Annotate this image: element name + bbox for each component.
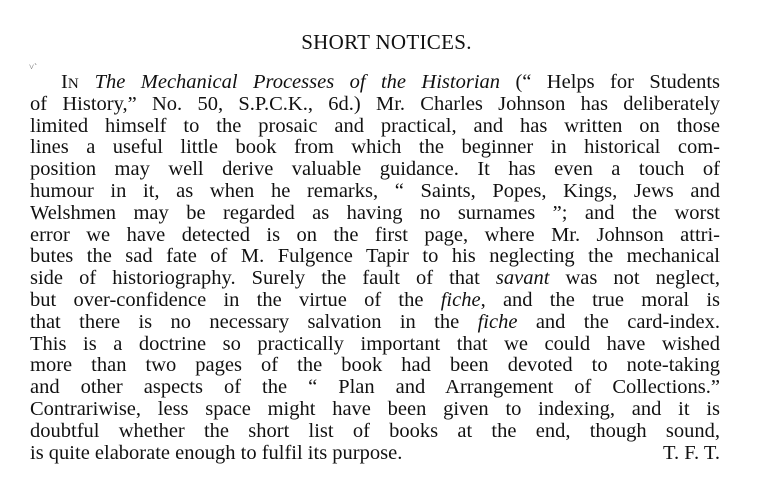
drop-initial: I (61, 71, 68, 93)
margin-mark: ˅ˋ (29, 62, 38, 72)
paragraph-line (30, 72, 720, 94)
text-run: but over-confidence in the virtue of the (30, 288, 441, 311)
text-run: was not neglect, (549, 267, 720, 290)
text-run: (“ Helps for Students (500, 71, 720, 93)
paragraph-line: more than two pages of the book had been devoted to note-taking (30, 354, 720, 377)
text-run: , and the true moral is (480, 288, 720, 311)
notice-paragraph (30, 72, 720, 464)
paragraph-line (30, 268, 720, 290)
author-signature: T. F. T. (662, 441, 720, 464)
text-run: and the card-index. (517, 310, 720, 333)
small-caps-word: N (67, 76, 80, 92)
paragraph-line: Welshmen may be regarded as having no surnames ”; and the worst (30, 201, 720, 224)
paragraph-line (30, 290, 720, 312)
paragraph-line: lines a useful little book from which the beginner in historical com- (30, 136, 720, 159)
paragraph-line: and other aspects of the “ Plan and Arrangement of Collections.” (30, 376, 720, 399)
text-run (79, 71, 94, 93)
paragraph-line: humour in it, as when he remarks, “ Saints, Popes, Kings, Jews and (30, 179, 720, 202)
italic-word: fiche (440, 288, 481, 311)
paragraph-line: Contrariwise, less space might have been given to indexing, and it is (30, 397, 720, 420)
text-run: that there is no necessary salvation in the (30, 310, 478, 333)
text-run: side of historiography. Surely the fault of that (30, 267, 496, 290)
book-title: The Mechanical Processes of the Historian (94, 71, 501, 93)
paragraph-line (30, 443, 720, 465)
section-heading: SHORT NOTICES. (301, 30, 472, 54)
paragraph-line (30, 312, 720, 334)
text-run: is quite elaborate enough to fulfil its purpose. (30, 441, 403, 464)
italic-word: fiche (477, 310, 518, 333)
paragraph-line: position may well derive valuable guidance. It has even a touch of (30, 158, 720, 181)
italic-word: savant (495, 267, 550, 290)
paragraph-line: This is a doctrine so practically important that we could have wished (30, 332, 720, 355)
paragraph-line: of History,” No. 50, S.P.C.K., 6d.) Mr. Charles Johnson has deliberately (30, 92, 720, 115)
paragraph-line: error we have detected is on the first page, where Mr. Johnson attri- (30, 223, 720, 246)
paragraph-line: butes the sad fate of M. Fulgence Tapir to his neglecting the mechanical (30, 245, 720, 268)
paragraph-line: doubtful whether the short list of books at the end, though sound, (30, 419, 720, 442)
paragraph-line: limited himself to the prosaic and practical, and has written on those (30, 114, 720, 137)
